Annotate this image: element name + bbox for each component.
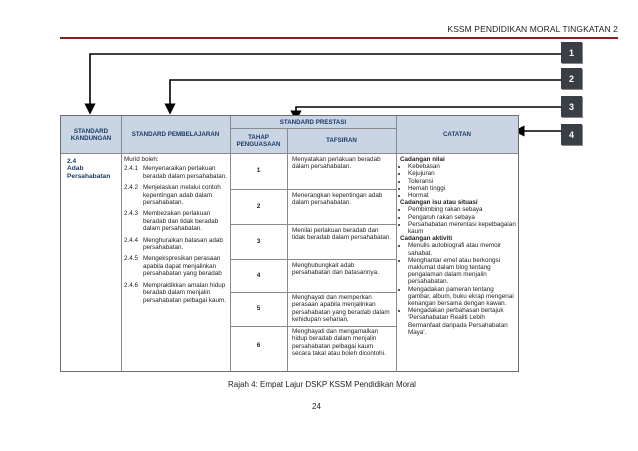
catatan-cell bbox=[400, 156, 516, 336]
badge-3: 3 bbox=[561, 96, 582, 117]
pembelajaran-cell bbox=[124, 156, 228, 304]
arrow-1 bbox=[90, 54, 561, 113]
arrow-2 bbox=[170, 80, 561, 113]
kandungan-title: Adab Persahabatan bbox=[67, 165, 111, 180]
kandungan-cell bbox=[67, 158, 119, 180]
head-standard-pembelajaran: STANDARD PEMBELAJARAN bbox=[121, 116, 230, 153]
sp-item: 2.4.4 Menghuraikan batasan adab persahabatan. bbox=[124, 236, 223, 252]
tafsiran-5: Menghayati dan memperkan perasaan apabila menjalinkan persahabatan yang beradab dalam kehidupan seharian. bbox=[292, 294, 390, 324]
isu-title: Cadangan isu atau situasi bbox=[400, 199, 478, 207]
nilai-title: Cadangan nilai bbox=[400, 156, 445, 163]
isu-list: • Pembimbing rakan sebaya • Pengaruh rakan sebaya • Persahabatan merentasi kepelbagaian kaum bbox=[400, 206, 516, 235]
level-6: 6 bbox=[256, 342, 261, 349]
tafsiran-4: Menghubungkait adab persahabatan dan batasannya. bbox=[292, 262, 379, 277]
badge-1: 1 bbox=[561, 42, 582, 63]
level-4: 4 bbox=[256, 272, 261, 279]
aktiviti-list: • Menulis autobiografi atau memoir sahabat. • Menghantar emel atau berkongsi maklumat dalam blog tentang pengalaman dalam menjalin persahabatan. • Mengadakan pameran tentang gambar, album, buku ekrap mengenai kenangan bersama dengan kawan. • Mengadakan perbahasan bertajuk 'Persahabatan Realiti Lebih Bermanfaat daripada Persahabatan Maya'. bbox=[400, 242, 516, 336]
tafsiran-1: Menyatakan perlakuan beradab dalam persahabatan. bbox=[292, 156, 381, 171]
level-1: 1 bbox=[256, 167, 261, 174]
header-title: KSSM PENDIDIKAN MORAL TINGKATAN 2 bbox=[447, 24, 618, 34]
sp-item: 2.4.1 Menyenaraikan perlakuan beradab dalam persahabatan. bbox=[124, 165, 228, 180]
page-number: 24 bbox=[312, 402, 321, 411]
pembelajaran-intro: Murid boleh: bbox=[124, 156, 159, 163]
level-5: 5 bbox=[256, 305, 261, 312]
badge-2: 2 bbox=[561, 68, 582, 89]
nilai-list: • Kebebasan • Kejujuran • Toleransi • Hemah tinggi • Hormat bbox=[400, 163, 516, 199]
aktiviti-title: Cadangan aktiviti bbox=[400, 235, 453, 243]
level-3: 3 bbox=[256, 238, 261, 245]
level-2: 2 bbox=[256, 203, 261, 210]
tafsiran-2: Menerangkan kepentingan adab dalam persahabatan. bbox=[292, 192, 383, 207]
sp-item: 2.4.3 Membezakan perlakuan beradab dan tidak beradab dalam persahabatan. bbox=[124, 210, 219, 233]
sp-item: 2.4.5 Mengekspresikan perasaan apabila dapat menjalinkan persahabatan yang beradab bbox=[124, 255, 222, 278]
head-standard-kandungan: STANDARD KANDUNGAN bbox=[61, 116, 121, 153]
head-tafsiran: TAFSIRAN bbox=[287, 128, 396, 153]
head-tahap-penguasaan: TAHAP PENGUASAAN bbox=[230, 128, 287, 153]
head-catatan: CATATAN bbox=[396, 116, 518, 153]
head-standard-prestasi: STANDARD PRESTASI bbox=[230, 116, 396, 128]
sp-item: 2.4.6 Mempraktikkan amalan hidup beradab dalam menjalin persahabatan pelbagai kaum. bbox=[124, 281, 226, 304]
badge-4: 4 bbox=[561, 124, 582, 145]
figure-caption: Rajah 4: Empat Lajur DSKP KSSM Pendidikan Moral bbox=[228, 380, 416, 389]
sp-item: 2.4.2 Menjelaskan melalui contoh kepentingan adab dalam persahabatan. bbox=[124, 184, 221, 207]
tafsiran-6: Menghayati dan mengamalkan hidup beradab dalam menjalin persahabatan pelbagai kaum secara takal atau boleh dicontohi. bbox=[292, 328, 386, 358]
tafsiran-3: Menilai perlakuan beradab dan tidak beradab dalam persahabatan. bbox=[292, 227, 392, 242]
kandungan-code: 2.4 bbox=[67, 158, 77, 165]
dskp-table bbox=[60, 115, 519, 372]
